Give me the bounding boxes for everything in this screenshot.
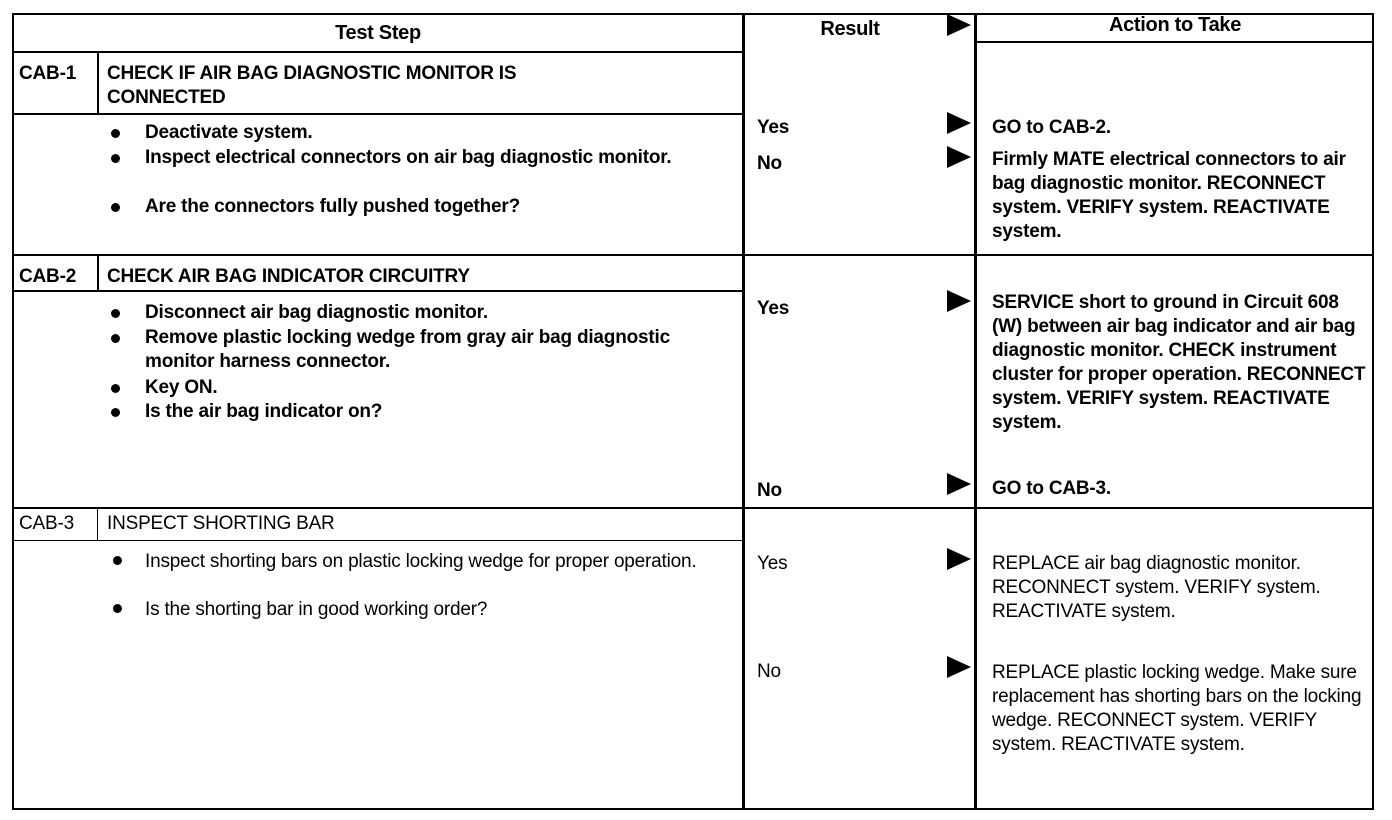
cab3-title-underline: [12, 540, 744, 541]
bullet-icon: [111, 384, 120, 393]
row-separator-1: [12, 254, 1374, 256]
cab3-id-divider: [97, 509, 98, 541]
action-text: REPLACE air bag diagnostic monitor. RECONNECT system. VERIFY system. REACTIVATE system.: [992, 553, 1321, 622]
header-divider: [12, 51, 744, 53]
step-bullet: Are the connectors fully pushed together?: [145, 196, 521, 217]
header-result-arrow-icon: [947, 14, 971, 36]
step-bullet: Key ON.: [145, 377, 218, 398]
result-arrow-icon: [947, 112, 971, 134]
action-text: SERVICE short to ground in Circuit 608 (W) between air bag indicator and air bag diagnostic monitor. CHECK instrument cluster for proper operation. RECONNECT system. VERIFY system. REACTIVATE system.: [992, 292, 1366, 433]
bullet-icon: [113, 604, 122, 613]
bullet-icon: [111, 203, 120, 212]
cab2-title-underline: [12, 290, 744, 292]
bullet-icon: [113, 556, 122, 565]
step-title: INSPECT SHORTING BAR: [107, 513, 335, 534]
step-reference: CAB-3: [1048, 478, 1106, 499]
result-label: No: [757, 480, 782, 501]
step-bullet: Is the shorting bar in good working order?: [145, 599, 488, 620]
result-label: Yes: [757, 117, 790, 138]
step-bullet: Remove plastic locking wedge from gray air bag diagnostic monitor harness connector.: [145, 327, 670, 372]
action-text: REPLACE plastic locking wedge. Make sure replacement has shorting bars on the locking wedge. RECONNECT system. VERIFY system. REACTIVATE system.: [992, 662, 1362, 755]
result-arrow-icon: [947, 548, 971, 570]
result-arrow-icon: [947, 656, 971, 678]
action-text: GO to CAB-3.: [992, 478, 1112, 499]
result-label: Yes: [757, 298, 790, 319]
bullet-icon: [111, 129, 120, 138]
bullet-icon: [111, 309, 120, 318]
row-separator-2: [12, 507, 1374, 509]
cab1-title-underline: [12, 113, 744, 115]
result-arrow-icon: [947, 290, 971, 312]
header-divider-action: [976, 41, 1374, 43]
step-id: CAB-2: [19, 266, 77, 287]
column-divider-result: [742, 13, 745, 810]
step-bullet: Deactivate system.: [145, 122, 313, 143]
result-label: No: [757, 153, 782, 174]
result-label: Yes: [757, 553, 788, 574]
step-bullet: Is the air bag indicator on?: [145, 401, 383, 422]
header-action: Action to Take: [1108, 14, 1242, 36]
table-border-bottom: [12, 808, 1374, 810]
bullet-icon: [111, 408, 120, 417]
result-label: No: [757, 661, 781, 682]
step-title: CHECK IF AIR BAG DIAGNOSTIC MONITOR IS CONNECTED: [107, 63, 517, 108]
step-bullet: Disconnect air bag diagnostic monitor.: [145, 302, 488, 323]
table-border-right: [1372, 13, 1374, 810]
header-result: Result: [820, 18, 880, 40]
bullet-icon: [111, 334, 120, 343]
step-reference: CAB-2: [1048, 117, 1106, 138]
cab1-id-divider: [97, 53, 99, 115]
step-id: CAB-1: [19, 63, 77, 84]
header-test-step: Test Step: [335, 22, 421, 44]
result-arrow-icon: [947, 473, 971, 495]
cab2-id-divider: [97, 256, 99, 292]
result-arrow-icon: [947, 146, 971, 168]
action-text: Firmly MATE electrical connectors to air bag diagnostic monitor. RECONNECT system. VERIFY system. REACTIVATE system.: [992, 149, 1346, 242]
step-bullet: Inspect shorting bars on plastic locking wedge for proper operation.: [145, 551, 697, 572]
bullet-icon: [111, 154, 120, 163]
step-id: CAB-3: [19, 513, 74, 534]
column-divider-action: [974, 13, 977, 810]
table-border-left: [12, 13, 14, 810]
step-bullet: Inspect electrical connectors on air bag diagnostic monitor.: [145, 147, 672, 168]
action-text: GO to CAB-2.: [992, 117, 1112, 138]
step-title: CHECK AIR BAG INDICATOR CIRCUITRY: [107, 266, 470, 287]
